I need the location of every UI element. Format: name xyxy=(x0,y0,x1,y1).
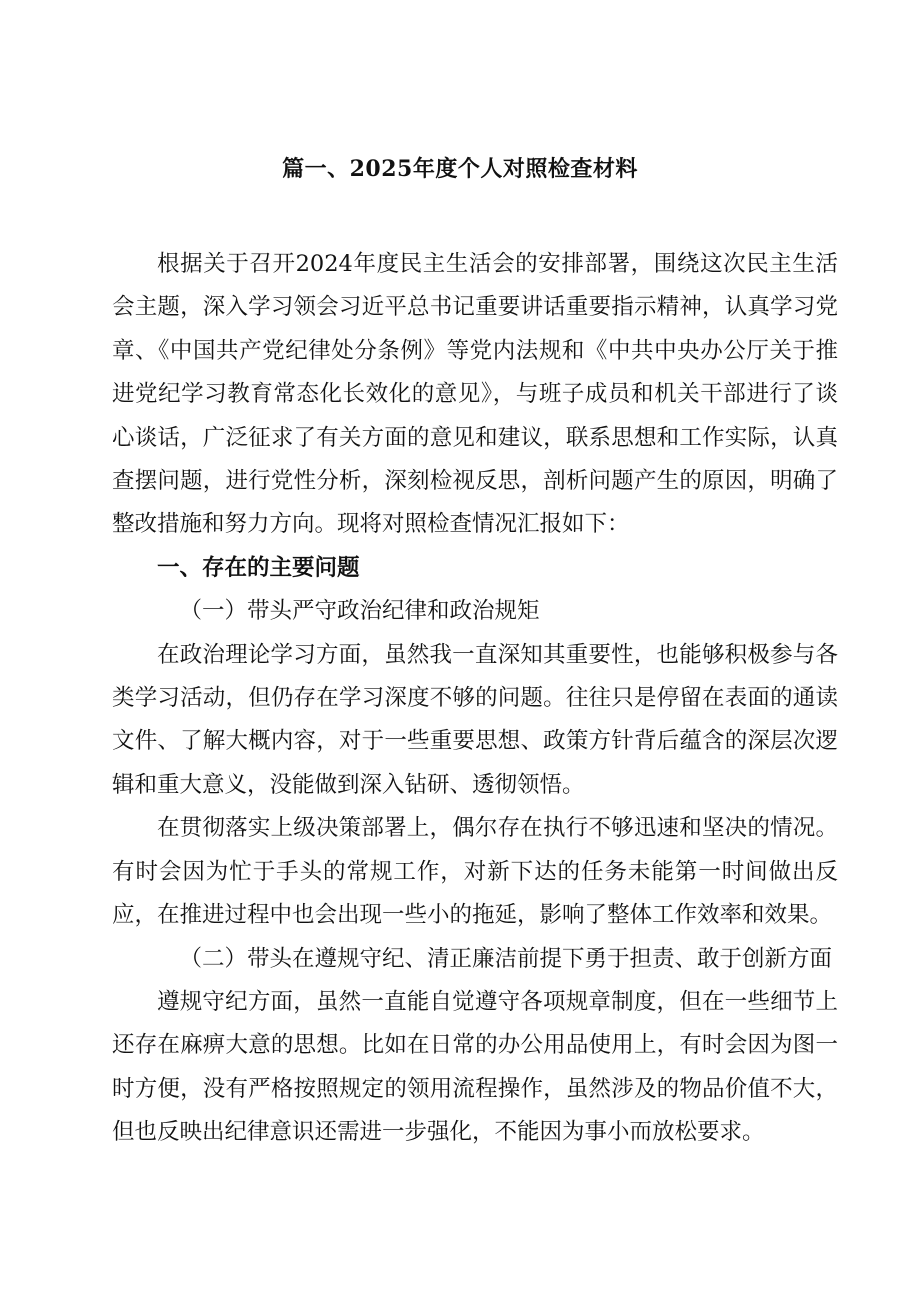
body-paragraph: 在政治理论学习方面，虽然我一直深知其重要性，也能够积极参与各类学习活动，但仍存在学习深度不够的问题。往往只是停留在表面的通读文件、了解大概内容，对于一些重要思想、政策方针背后蕴含的深层次逻辑和重大意义，没能做到深入钻研、透彻领悟。 xyxy=(112,641,838,798)
body-paragraph: 遵规守纪方面，虽然一直能自觉遵守各项规章制度，但在一些细节上还存在麻痹大意的思想。比如在日常的办公用品使用上，有时会因为图一时方便，没有严格按照规定的领用流程操作，虽然涉及的物品价值不大，但也反映出纪律意识还需进一步强化，不能因为事小而放松要求。 xyxy=(112,988,838,1146)
document-body xyxy=(112,243,838,1155)
body-paragraph: 在贯彻落实上级决策部署上，偶尔存在执行不够迅速和坚决的情况。有时会因为忙于手头的常规工作，对新下达的任务未能第一时间做出反应，在推进过程中也会出现一些小的拖延，影响了整体工作效率和效果。 xyxy=(112,815,838,929)
intro-paragraph: 根据关于召开2024年度民主生活会的安排部署，围绕这次民主生活会主题，深入学习领会习近平总书记重要讲话重要指示精神，认真学习党章、《中国共产党纪律处分条例》等党内法规和《中共中央办公厅关于推进党纪学习教育常态化长效化的意见》，与班子成员和机关干部进行了谈心谈话，广泛征求了有关方面的意见和建议，联系思想和工作实际，认真查摆问题，进行党性分析，深刻检视反思，剖析问题产生的原因，明确了整改措施和努力方向。现将对照检查情况汇报如下： xyxy=(112,251,838,538)
section-heading: 一、存在的主要问题 xyxy=(157,554,360,581)
subsection-heading: （一）带头严守政治纪律和政治规矩 xyxy=(179,598,540,625)
subsection-heading: （二）带头在遵规守纪、清正廉洁前提下勇于担责、敢于创新方面 xyxy=(179,945,833,972)
document-title: 篇一、2025年度个人对照检查材料 xyxy=(282,156,638,182)
